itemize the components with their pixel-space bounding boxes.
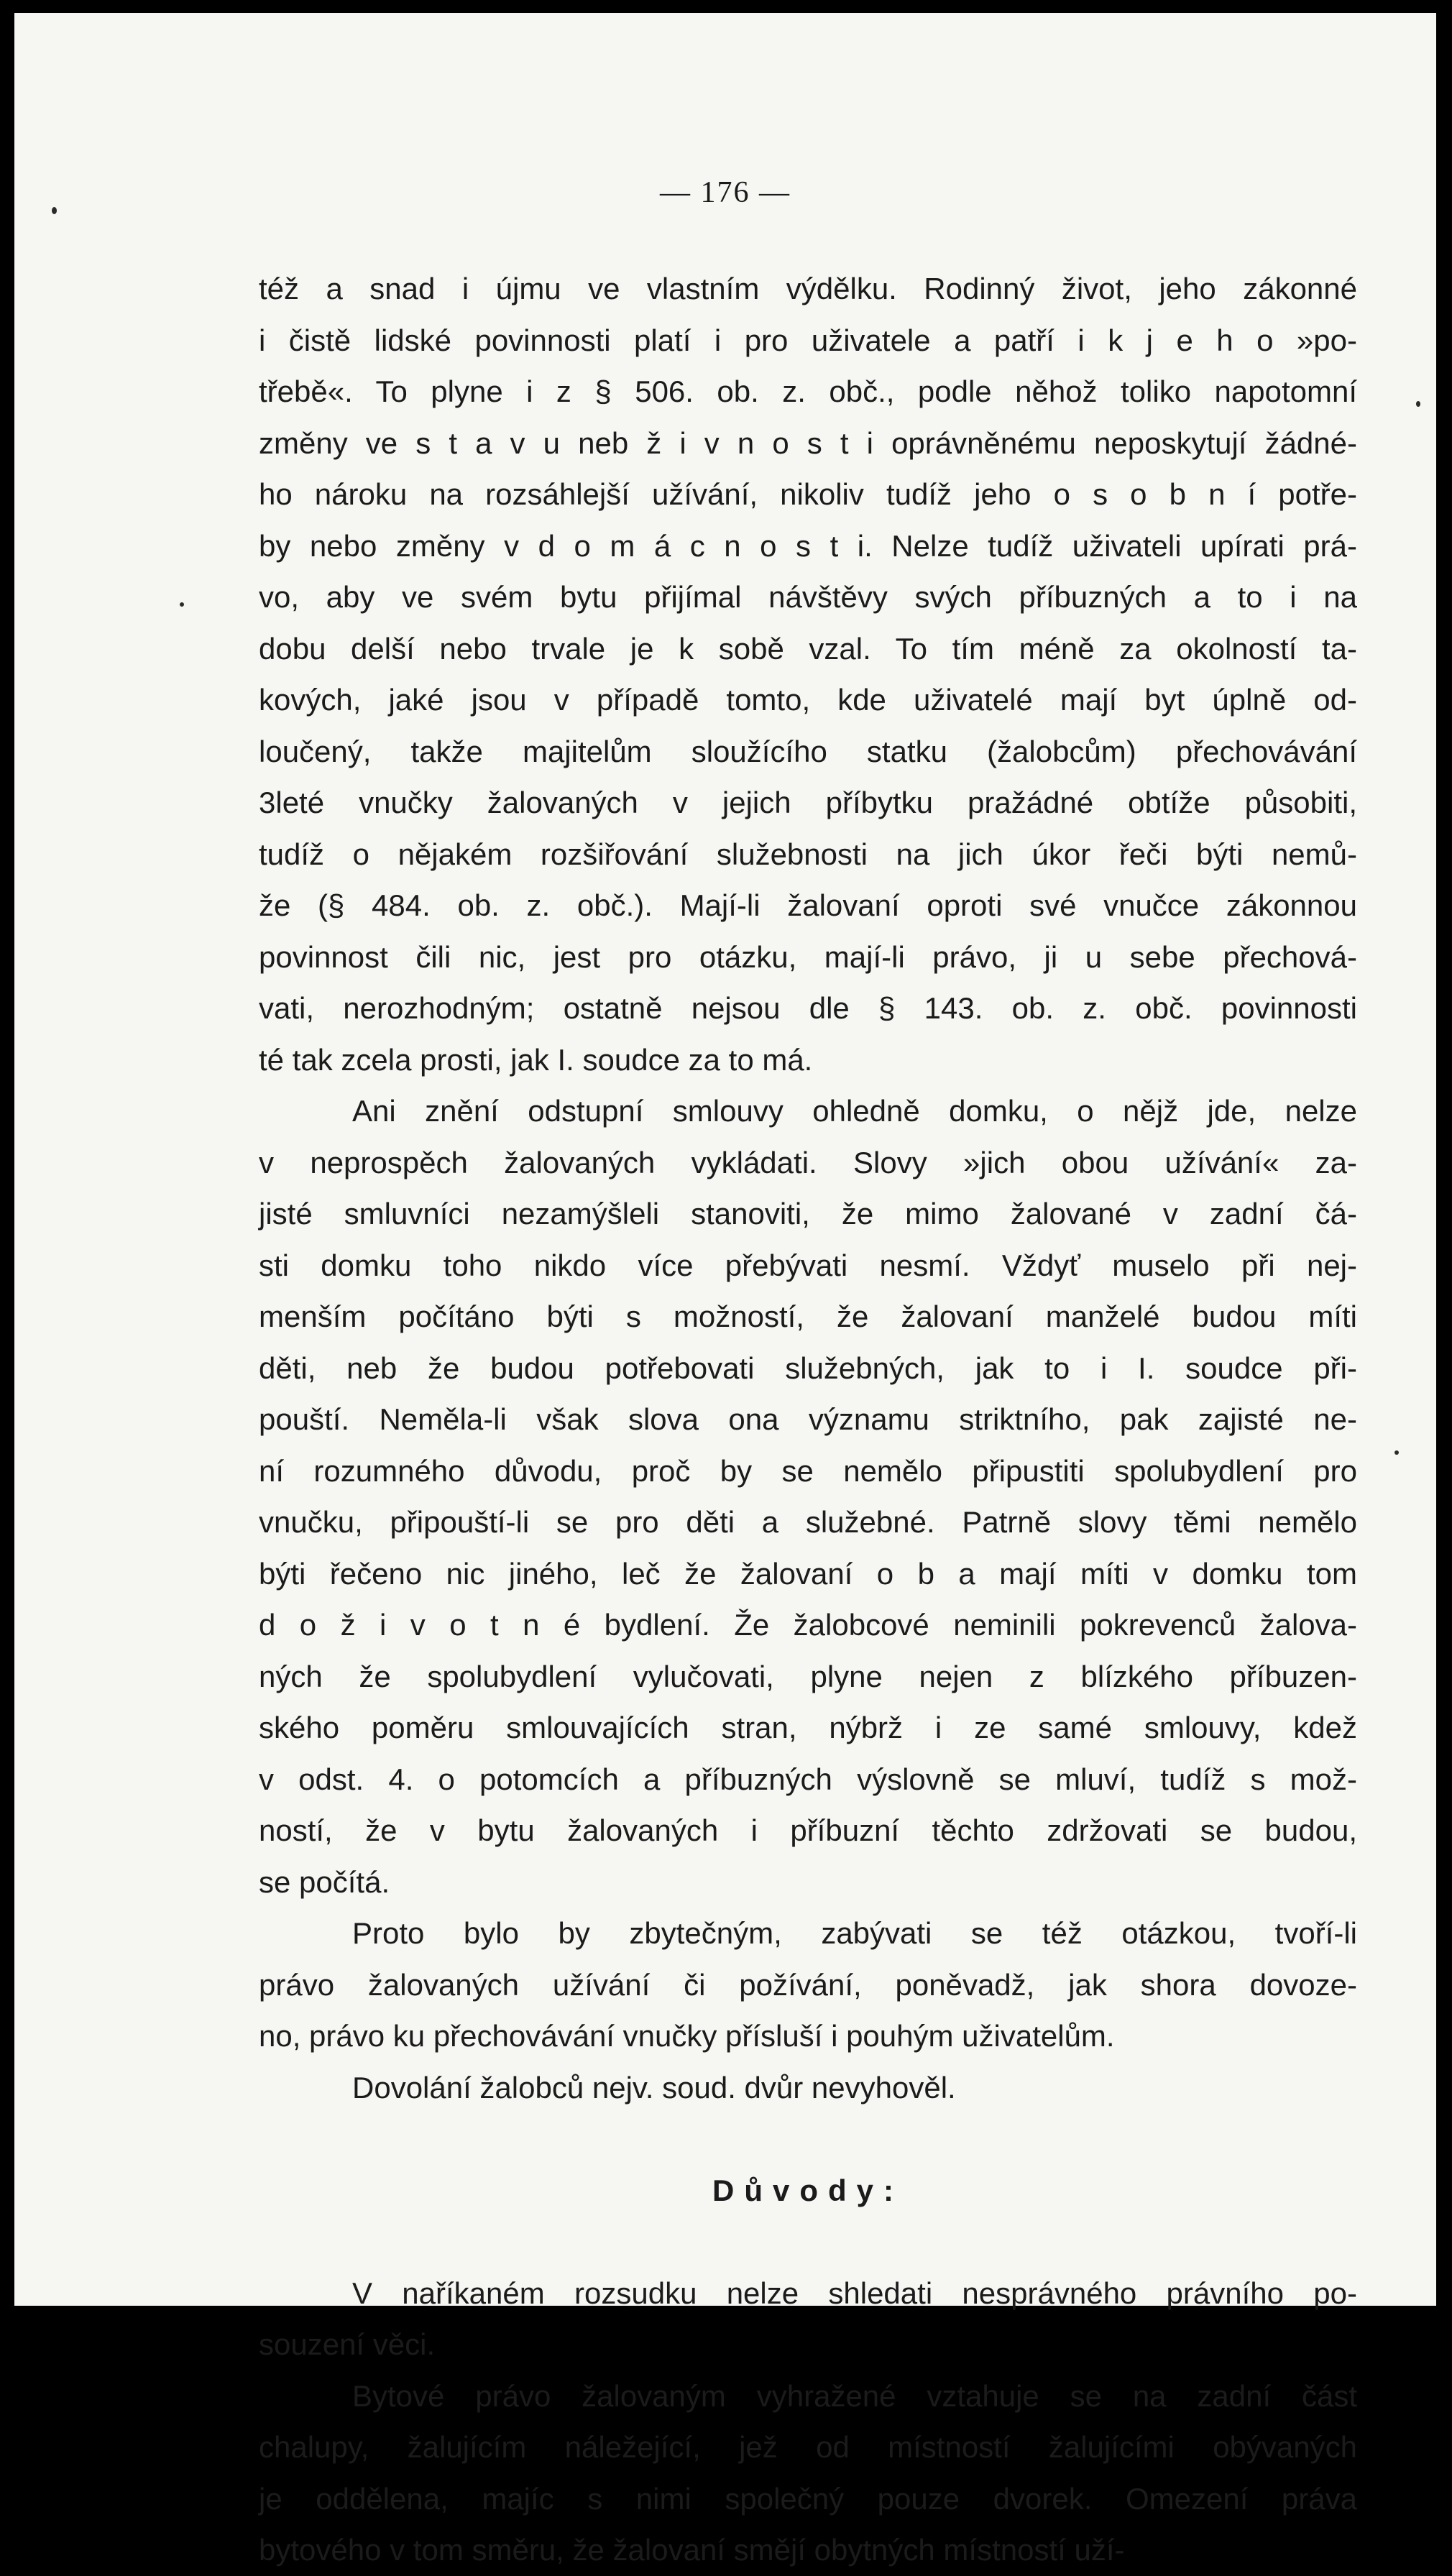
text-line: souzení věci. [259, 2327, 436, 2361]
text-line: 3leté vnučky žalovaných v jejich příbytku pražádné obtíže působiti, [259, 786, 1357, 819]
text-line: se počítá. [259, 1864, 390, 1899]
text-line: tudíž o nějakém rozšiřování služebnosti na jich úkor řeči býti nemů- [259, 837, 1357, 871]
text-line: vati, nerozhodným; ostatně nejsou dle § 143. ob. z. obč. povinnosti [259, 991, 1357, 1025]
text-line: ho nároku na rozsáhlejší užívání, nikoliv tudíž jeho o s o b n í potře- [259, 477, 1357, 511]
text-line: loučený, takže majitelům sloužícího statku (žalobcům) přechovávání [259, 734, 1357, 768]
text-line: V naříkaném rozsudku nelze shledati nesprávného právního po- [352, 2276, 1357, 2310]
text-line: ných že spolubydlení vylučovati, plyne nejen z blízkého příbuzen- [259, 1659, 1357, 1693]
text-line: sti domku toho nikdo více přebývati nesmí. Vždyť muselo při nej- [259, 1248, 1357, 1282]
text-line: změny ve s t a v u neb ž i v n o s t i oprávněnému neposkytují žádné- [259, 426, 1357, 460]
text-line: no, právo ku přechovávání vnučky přísluší i pouhým uživatelům. [259, 2019, 1115, 2053]
text-line: povinnost čili nic, jest pro otázku, mají-li právo, ji u sebe přechová- [259, 939, 1357, 974]
text-line: bytového v tom směru, že žalovaní smějí obytných místností uží- [259, 2533, 1125, 2567]
text-line: by nebo změny v d o m á c n o s t i. Nelze tudíž uživateli upírati prá- [259, 528, 1357, 563]
text-line: Proto bylo by zbytečným, zabývati se též otázkou, tvoří-li [352, 1916, 1357, 1950]
text-line: menším počítáno býti s možností, že žalovaní manželé budou míti [259, 1300, 1357, 1333]
text-line: Ani znění odstupní smlouvy ohledně domku, o nějž jde, nelze [352, 1094, 1357, 1128]
text-line: chalupy, žalujícím náležející, jež od místností žalujícími obývaných [259, 2430, 1357, 2464]
text-line: i čistě lidské povinnosti platí i pro uživatele a patří i k j e h o »po- [259, 323, 1357, 357]
text-line: Dovolání žalobců nejv. soud. dvůr nevyhověl. [352, 2070, 956, 2104]
text-line: Bytové právo žalovaným vyhražené vztahuje se na zadní část [352, 2378, 1357, 2413]
text-line: vo, aby ve svém bytu přijímal návštěvy svých příbuzných a to i na [259, 580, 1357, 614]
section-heading: Důvody: [712, 2173, 904, 2207]
text-line: je oddělena, majíc s nimi společný pouze dvorek. Omezení práva [259, 2481, 1357, 2516]
text-line: býti řečeno nic jiného, leč že žalovaní o b a mají míti v domku tom [259, 1556, 1357, 1591]
text-line: kových, jaké jsou v případě tomto, kde uživatelé mají byt úplně od- [259, 683, 1357, 717]
text-line: pouští. Neměla-li však slova ona významu striktního, pak zajisté ne- [259, 1402, 1357, 1436]
text-line: jisté smluvníci nezamýšleli stanoviti, že mimo žalované v zadní čá- [259, 1197, 1357, 1230]
text-line: v odst. 4. o potomcích a příbuzných výslovně se mluví, tudíž s mož- [259, 1762, 1357, 1796]
text-line: d o ž i v o t n é bydlení. Že žalobcové neminili pokrevenců žalova- [259, 1608, 1357, 1642]
scan-speck [52, 207, 57, 214]
text-line: vnučku, připouští-li se pro děti a služebné. Patrně slovy těmi nemělo [259, 1505, 1357, 1539]
scan-speck [1394, 1450, 1399, 1455]
text-line: děti, neb že budou potřebovati služebných, jak to i I. soudce při- [259, 1351, 1357, 1385]
text-line: ní rozumného důvodu, proč by se nemělo připustiti spolubydlení pro [259, 1453, 1357, 1488]
text-line: v neprospěch žalovaných vykládati. Slovy »jich obou užívání« za- [259, 1145, 1357, 1179]
text-line: té tak zcela prosti, jak I. soudce za to má. [259, 1042, 813, 1077]
text-line: třebě«. To plyne i z § 506. ob. z. obč., podle něhož toliko napotomní [259, 374, 1357, 408]
scan-speck [1416, 401, 1420, 407]
text-line: ností, že v bytu žalovaných i příbuzní těchto zdržovati se budou, [259, 1813, 1357, 1847]
page-number: — 176 — [660, 176, 791, 209]
text-line: právo žalovaných užívání či požívání, poněvadž, jak shora dovoze- [259, 1967, 1357, 2002]
text-line: že (§ 484. ob. z. obč.). Mají-li žalovaní oproti své vnučce zákonnou [259, 888, 1357, 922]
text-line: ského poměru smlouvajících stran, nýbrž i ze samé smlouvy, kdež [259, 1711, 1357, 1744]
document-page [14, 13, 1436, 2567]
text-line: dobu delší nebo trvale je k sobě vzal. To tím méně za okolností ta- [259, 631, 1357, 666]
body-text [259, 263, 1357, 2576]
text-line: též a snad i újmu ve vlastním výdělku. Rodinný život, jeho zákonné [259, 272, 1357, 305]
scan-speck [180, 602, 184, 607]
